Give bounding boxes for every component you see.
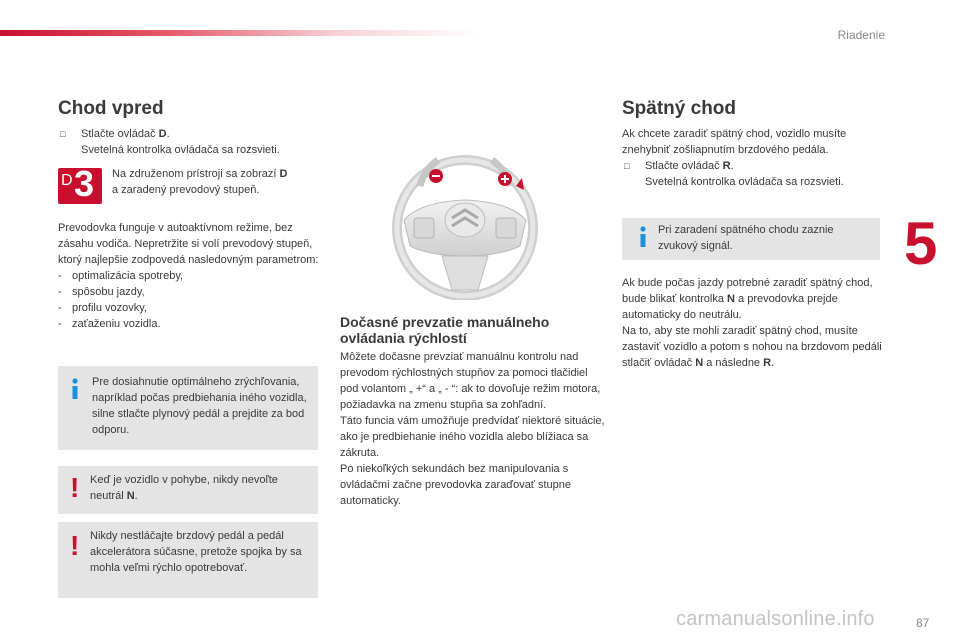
forward-title: Chod vpred [58, 98, 164, 119]
display-text: Na združenom prístroji sa zobrazí D a zaradený prevodový stupeň. [112, 168, 288, 196]
info-box-reverse: Pri zaradení spätného chodu zaznie zvukový signál. [622, 218, 880, 260]
forward-step: □ Stlačte ovládač D. Svetelná kontrolka ovládača sa rozsvieti. [60, 128, 280, 156]
reverse-details: Ak bude počas jazdy potrebné zaradiť spätný chod, bude blikať kontrolka N a prevodovka prejde automaticky do neutrálu. Na to, aby ste mohli zaradiť spätný chod, musíte zastaviť vozidlo a potom s nohou na brzdovom pedáli stlačiť ovládač N a následne R. [622, 277, 882, 369]
page-number: 87 [916, 616, 930, 630]
warning-icon: ! [70, 472, 80, 503]
list-item: - optimalizácia spotreby, [58, 268, 320, 284]
manual-title: Dočasné prevzatie manuálneho ovládania rýchlostí [340, 314, 550, 346]
watermark: carmanualsonline.info [676, 608, 875, 630]
step-mark-icon: □ [624, 161, 630, 171]
chapter-number: 5 [904, 210, 938, 277]
gear-display-icon: D 3 [58, 168, 102, 204]
list-item: - spôsobu jazdy, [58, 284, 320, 300]
warning-box-pedals: ! Nikdy nestláčajte brzdový pedál a pedál akcelerátora súčasne, pretože spojka by sa mohla veľmi rýchlo opotrebovať. [58, 522, 318, 598]
steering-wheel-illustration [380, 150, 550, 300]
list-item: - zaťaženiu vozidla. [58, 316, 320, 332]
reverse-title: Spätný chod [622, 98, 737, 119]
forward-paragraph: Prevodovka funguje v autoaktívnom režime, bez zásahu vodiča. Nepretržite si volí prevodový stupeň, ktorý najlepšie zodpovedá nasledovným parametrom: - optimalizácia spotreby, - spôsobu jazdy, - profilu vozovky, - zaťaženiu vozidla. [58, 220, 320, 332]
header-accent-bar [0, 30, 480, 36]
info-icon [636, 226, 650, 248]
info-icon [68, 378, 82, 400]
step-mark-icon: □ [60, 129, 66, 139]
parameter-list [58, 268, 320, 332]
section-name: Riadenie [837, 28, 885, 42]
reverse-paragraph: Ak chcete zaradiť spätný chod, vozidlo musíte znehybniť zošliapnutím brzdového pedála. [622, 128, 847, 156]
info-box-acceleration: Pre dosiahnutie optimálneho zrýchľovania, napríklad počas predbiehania iného vozidla, silne stlačte plynový pedál a prejdite za bod odporu. [58, 366, 318, 450]
list-item: - profilu vozovky, [58, 300, 320, 316]
reverse-step: □ Stlačte ovládač R. Svetelná kontrolka ovládača sa rozsvieti. [624, 160, 844, 188]
warning-box-neutral: ! Keď je vozidlo v pohybe, nikdy nevoľte neutrál N. [58, 466, 318, 514]
warning-icon: ! [70, 530, 80, 561]
manual-paragraph: Môžete dočasne prevziať manuálnu kontrolu nad prevodom rýchlostných stupňov za pomoci tlačidiel pod volantom „ +“ a „ - “: ak to dovoľuje režim motora, požiadavka na zmenu stupňa sa zohľadní. Táto funcia vám umožňuje predvídať niektoré situácie, ako je predbiehanie iného vozidla alebo blížiaca sa zákruta. Po niekoľkých sekundách bez manipulovania s ovládačmi začne prevodovka zaraďovať stupne automaticky. [340, 351, 605, 507]
